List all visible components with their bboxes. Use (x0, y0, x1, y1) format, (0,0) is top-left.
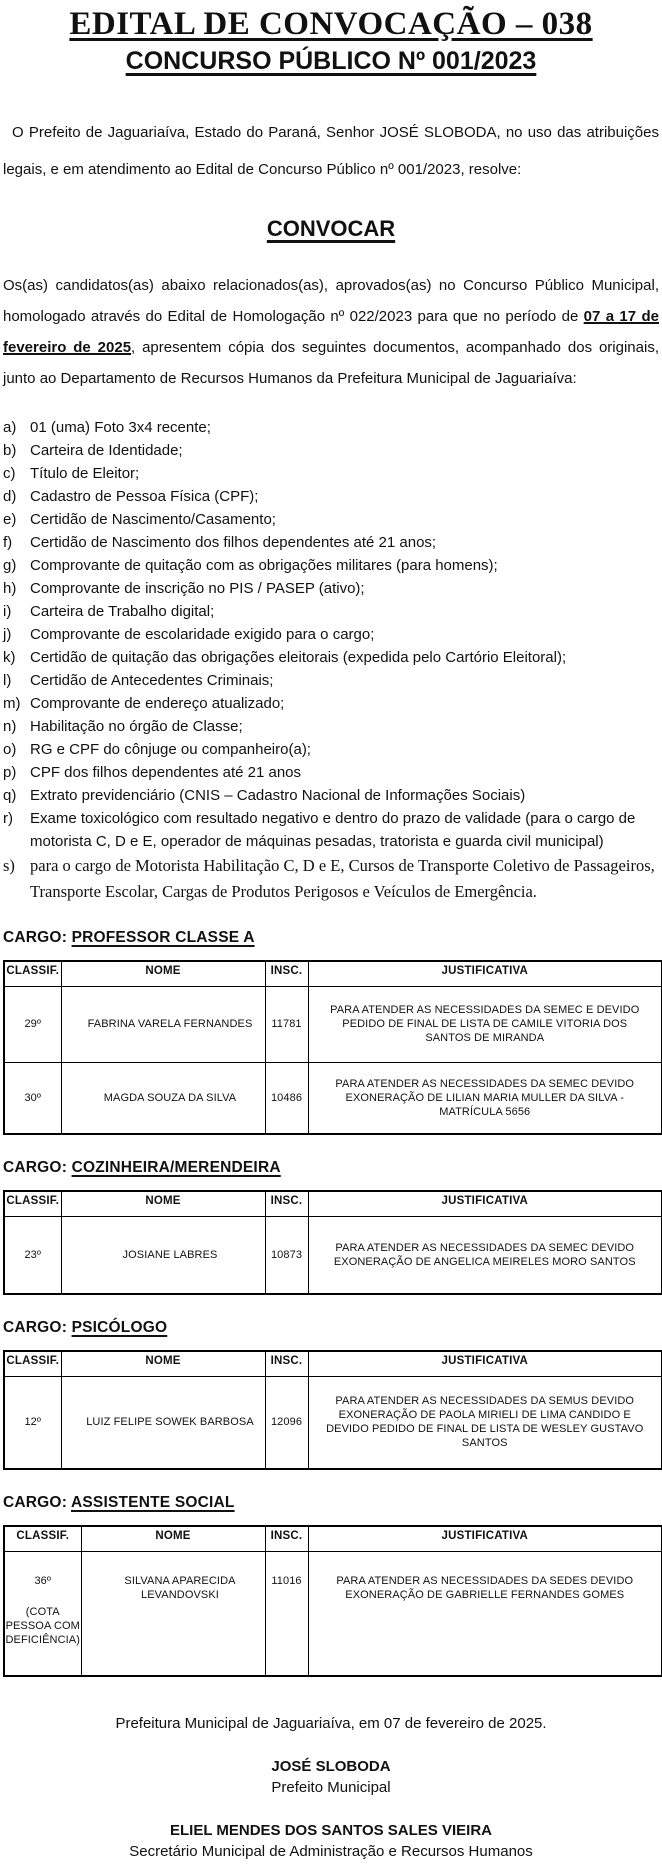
table-row (4, 1551, 662, 1676)
requirement-marker: p) (3, 764, 17, 781)
requirement-item-g (3, 554, 659, 577)
classif-cell: 29º (4, 986, 61, 1062)
justificativa-cell: PARA ATENDER AS NECESSIDADES DA SEDES DEVIDO EXONERAÇÃO DE GABRIELLE FERNANDES GOMES (308, 1551, 662, 1676)
table-row (4, 1062, 662, 1134)
requirement-text: Comprovante de endereço atualizado; (30, 695, 285, 712)
requirement-text: Comprovante de escolaridade exigido para o cargo; (30, 626, 375, 643)
requirement-text: Exame toxicológico com resultado negativo e dentro do prazo de validade (para o cargo de motorista C, D e E, operador de máquinas pesadas, tratorista e guarda civil municipal) (30, 810, 636, 850)
nome-cell: LUIZ FELIPE SOWEK BARBOSA (61, 1376, 265, 1469)
requirement-item-d (3, 485, 659, 508)
convocation-period: 07 a 17 de fevereiro de 2025 (3, 308, 659, 356)
column-header-nome: NOME (81, 1526, 265, 1551)
cargo-label: CARGO: (3, 1159, 68, 1176)
requirement-text: Certidão de Nascimento/Casamento; (30, 511, 276, 528)
insc-cell: 10486 (265, 1062, 308, 1134)
table-header-row (4, 961, 662, 986)
requirement-item-o (3, 738, 659, 761)
justificativa-cell: PARA ATENDER AS NECESSIDADES DA SEMEC E DEVIDO PEDIDO DE FINAL DE LISTA DE CAMILE VITORIA DOS SANTOS DE MIRANDA (308, 986, 662, 1062)
requirement-item-b (3, 439, 659, 462)
nome-cell: MAGDA SOUZA DA SILVA (61, 1062, 265, 1134)
convocar-heading: CONVOCAR (266, 216, 396, 241)
convocation-paragraph (3, 270, 659, 394)
requirement-marker: r) (3, 810, 13, 827)
requirement-marker: n) (3, 718, 17, 735)
requirement-marker: a) (3, 419, 17, 436)
requirement-marker: i) (3, 603, 12, 620)
requirement-marker: o) (3, 741, 17, 758)
column-header-justificativa: JUSTIFICATIVA (308, 961, 662, 986)
requirement-text: Certidão de Nascimento dos filhos dependentes até 21 anos; (30, 534, 437, 551)
signature-mayor-name: JOSÉ SLOBODA (271, 1758, 391, 1775)
cargo-name: PSICÓLOGO (71, 1319, 168, 1336)
cargo-heading-assistente-social (3, 1494, 659, 1512)
requirement-text: 01 (uma) Foto 3x4 recente; (30, 419, 211, 436)
table-header-row (4, 1191, 662, 1216)
requirement-marker: s) (3, 856, 15, 875)
classif-value: 36º (34, 1574, 52, 1587)
requirement-marker: q) (3, 787, 17, 804)
requirement-marker: f) (3, 534, 13, 551)
requirement-marker: g) (3, 557, 17, 574)
column-header-nome: NOME (61, 961, 265, 986)
requirement-item-e (3, 508, 659, 531)
requirement-item-m (3, 692, 659, 715)
nome-cell: SILVANA APARECIDA LEVANDOVSKI (81, 1551, 265, 1676)
justificativa-cell: PARA ATENDER AS NECESSIDADES DA SEMUS DEVIDO EXONERAÇÃO DE PAOLA MIRIELI DE LIMA CANDIDO E DEVIDO PEDIDO DE FINAL DE LISTA DE WESLEY GUSTAVO SANTOS (308, 1376, 662, 1469)
requirement-text: Carteira de Trabalho digital; (30, 603, 215, 620)
classif-cell (4, 1551, 81, 1676)
insc-cell: 10873 (265, 1216, 308, 1294)
requirement-marker: m) (3, 695, 21, 712)
candidates-table-cozinheira (3, 1190, 662, 1295)
document-footer (3, 1715, 659, 1860)
table-header-row (4, 1351, 662, 1376)
insc-cell: 11781 (265, 986, 308, 1062)
convocation-text-after: , apresentem cópia dos seguintes documentos, acompanhado dos originais, junto ao Departamento de Recursos Humanos da Prefeitura Municipal de Jaguariaíva: (3, 339, 659, 387)
requirement-marker: e) (3, 511, 17, 528)
requirement-item-f (3, 531, 659, 554)
requirement-marker: l) (3, 672, 12, 689)
cargo-label: CARGO: (3, 1319, 68, 1336)
table-row (4, 1376, 662, 1469)
column-header-justificativa: JUSTIFICATIVA (308, 1191, 662, 1216)
cargo-label: CARGO: (3, 929, 68, 946)
column-header-classif: CLASSIF. (4, 1191, 61, 1216)
cargo-label: CARGO: (3, 1494, 68, 1511)
nome-cell: FABRINA VARELA FERNANDES (61, 986, 265, 1062)
footer-place-date: Prefeitura Municipal de Jaguariaíva, em 07 de fevereiro de 2025. (115, 1715, 547, 1732)
classif-cell: 23º (4, 1216, 61, 1294)
signature-secretary-role: Secretário Municipal de Administração e Recursos Humanos (129, 1843, 533, 1860)
requirement-marker: k) (3, 649, 16, 666)
requirement-text: RG e CPF do cônjuge ou companheiro(a); (30, 741, 311, 758)
requirement-text: Extrato previdenciário (CNIS – Cadastro Nacional de Informações Sociais) (30, 787, 526, 804)
requirement-item-s (3, 853, 659, 905)
classif-quota-note: (COTA PESSOA COM DEFICIÊNCIA) (5, 1605, 81, 1646)
requirement-text: Cadastro de Pessoa Física (CPF); (30, 488, 259, 505)
cargo-heading-professor (3, 929, 659, 947)
requirement-item-l (3, 669, 659, 692)
column-header-insc: INSC. (265, 961, 308, 986)
requirement-item-q (3, 784, 659, 807)
column-header-justificativa: JUSTIFICATIVA (308, 1351, 662, 1376)
requirement-item-h (3, 577, 659, 600)
table-row (4, 986, 662, 1062)
cargo-name: PROFESSOR CLASSE A (71, 929, 255, 946)
column-header-insc: INSC. (265, 1351, 308, 1376)
requirement-item-a (3, 416, 659, 439)
intro-paragraph: O Prefeito de Jaguariaíva, Estado do Paraná, Senhor JOSÉ SLOBODA, no uso das atribuições legais, e em atendimento ao Edital de Concurso Público nº 001/2023, resolve: (3, 124, 659, 178)
classif-cell: 30º (4, 1062, 61, 1134)
cargo-name: COZINHEIRA/MERENDEIRA (71, 1159, 281, 1176)
table-header-row (4, 1526, 662, 1551)
requirement-text: Certidão de quitação das obrigações eleitorais (expedida pelo Cartório Eleitoral); (30, 649, 567, 666)
requirement-text: Carteira de Identidade; (30, 442, 183, 459)
classif-cell: 12º (4, 1376, 61, 1469)
justificativa-cell: PARA ATENDER AS NECESSIDADES DA SEMEC DEVIDO EXONERAÇÃO DE ANGELICA MEIRELES MORO SANTOS (308, 1216, 662, 1294)
justificativa-cell: PARA ATENDER AS NECESSIDADES DA SEMEC DEVIDO EXONERAÇÃO DE LILIAN MARIA MULLER DA SILVA - MATRÍCULA 5656 (308, 1062, 662, 1134)
insc-cell: 12096 (265, 1376, 308, 1469)
column-header-insc: INSC. (265, 1191, 308, 1216)
requirement-marker: j) (3, 626, 12, 643)
page-title: EDITAL DE CONVOCAÇÃO – 038 (69, 6, 593, 42)
cargo-heading-cozinheira (3, 1159, 659, 1177)
requirement-item-c (3, 462, 659, 485)
requirement-text: Comprovante de inscrição no PIS / PASEP (ativo); (30, 580, 365, 597)
column-header-classif: CLASSIF. (4, 961, 61, 986)
requirement-text: Certidão de Antecedentes Criminais; (30, 672, 274, 689)
signature-mayor-role: Prefeito Municipal (271, 1779, 391, 1796)
requirement-marker: d) (3, 488, 17, 505)
column-header-justificativa: JUSTIFICATIVA (308, 1526, 662, 1551)
requirements-list (3, 416, 659, 905)
column-header-insc: INSC. (265, 1526, 308, 1551)
requirement-marker: h) (3, 580, 17, 597)
requirement-text: Comprovante de quitação com as obrigações militares (para homens); (30, 557, 498, 574)
requirement-item-n (3, 715, 659, 738)
requirement-text: Habilitação no órgão de Classe; (30, 718, 243, 735)
insc-cell: 11016 (265, 1551, 308, 1676)
requirement-marker: c) (3, 465, 16, 482)
column-header-classif: CLASSIF. (4, 1526, 81, 1551)
requirement-item-i (3, 600, 659, 623)
signature-secretary-name: ELIEL MENDES DOS SANTOS SALES VIEIRA (169, 1822, 492, 1839)
page-subtitle: CONCURSO PÚBLICO Nº 001/2023 (125, 47, 537, 75)
column-header-classif: CLASSIF. (4, 1351, 61, 1376)
requirement-item-p (3, 761, 659, 784)
table-row (4, 1216, 662, 1294)
requirement-item-r (3, 807, 659, 853)
requirement-item-k (3, 646, 659, 669)
requirement-item-j (3, 623, 659, 646)
requirement-text: para o cargo de Motorista Habilitação C, D e E, Cursos de Transporte Coletivo de Passageiros, Transporte Escolar, Cargas de Produtos Perigosos e Veículos de Emergência. (30, 856, 655, 901)
convocation-text-before: Os(as) candidatos(as) abaixo relacionados(as), aprovados(as) no Concurso Público Municipal, homologado através do Edital de Homologação nº 022/2023 para que no período de (3, 277, 659, 325)
candidates-table-psicologo (3, 1350, 662, 1470)
cargo-name: ASSISTENTE SOCIAL (71, 1494, 235, 1511)
requirement-text: Título de Eleitor; (30, 465, 140, 482)
column-header-nome: NOME (61, 1191, 265, 1216)
cargo-heading-psicologo (3, 1319, 659, 1337)
nome-cell: JOSIANE LABRES (61, 1216, 265, 1294)
requirement-marker: b) (3, 442, 17, 459)
requirement-text: CPF dos filhos dependentes até 21 anos (30, 764, 302, 781)
column-header-nome: NOME (61, 1351, 265, 1376)
candidates-table-assistente-social (3, 1525, 662, 1677)
candidates-table-professor (3, 960, 662, 1135)
